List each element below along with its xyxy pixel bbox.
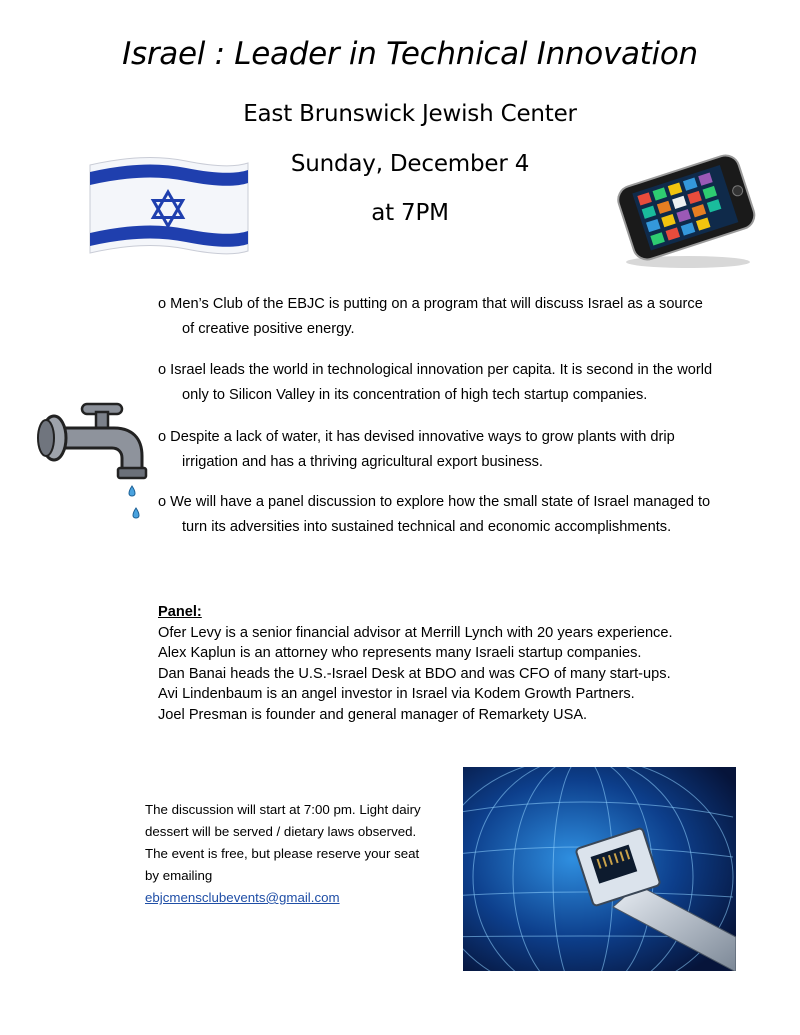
email-link[interactable]: ebjcmensclubevents@gmail.com bbox=[145, 890, 340, 905]
event-time: at 7PM bbox=[371, 200, 449, 226]
panel-member: Dan Banai heads the U.S.-Israel Desk at BDO and was CFO of many start-ups. bbox=[158, 665, 671, 682]
page-title: Israel : Leader in Technical Innovation bbox=[122, 36, 698, 72]
footer-text: The discussion will start at 7:00 pm. Light dairy dessert will be served / dietary laws observed. The event is free, but please reserve your seat by emailing bbox=[145, 802, 421, 883]
bullet-item: o We will have a panel discussion to explore how the small state of Israel managed to turn its adversities into sustained technical and economic accomplishments. bbox=[158, 494, 711, 535]
smartphone-icon bbox=[606, 148, 764, 272]
event-date: Sunday, December 4 bbox=[290, 151, 530, 177]
globe-network-cable-icon bbox=[463, 767, 736, 971]
israel-flag-icon bbox=[86, 155, 252, 259]
bullet-item: o Israel leads the world in technological innovation per capita. It is second in the world only to Silicon Valley in its concentration of high tech startup companies. bbox=[158, 362, 713, 403]
panel-heading: Panel: bbox=[158, 604, 202, 620]
program-bullets bbox=[158, 292, 718, 556]
bullet-item: o Men’s Club of the EBJC is putting on a program that will discuss Israel as a source of creative positive energy. bbox=[158, 296, 703, 337]
footer-note bbox=[145, 799, 435, 909]
panel-member: Joel Presman is founder and general manager of Remarkety USA. bbox=[158, 706, 588, 723]
venue-name: East Brunswick Jewish Center bbox=[243, 101, 577, 127]
panel-section bbox=[158, 602, 738, 725]
panel-member: Avi Lindenbaum is an angel investor in Israel via Kodem Growth Partners. bbox=[158, 686, 635, 702]
panel-member: Alex Kaplun is an attorney who represents many Israeli startup companies. bbox=[158, 645, 642, 661]
bullet-item: o Despite a lack of water, it has devised innovative ways to grow plants with drip irrigation and has a thriving agricultural export business. bbox=[158, 429, 675, 470]
water-faucet-icon bbox=[32, 398, 160, 528]
panel-member: Ofer Levy is a senior financial advisor at Merrill Lynch with 20 years experience. bbox=[158, 624, 673, 641]
